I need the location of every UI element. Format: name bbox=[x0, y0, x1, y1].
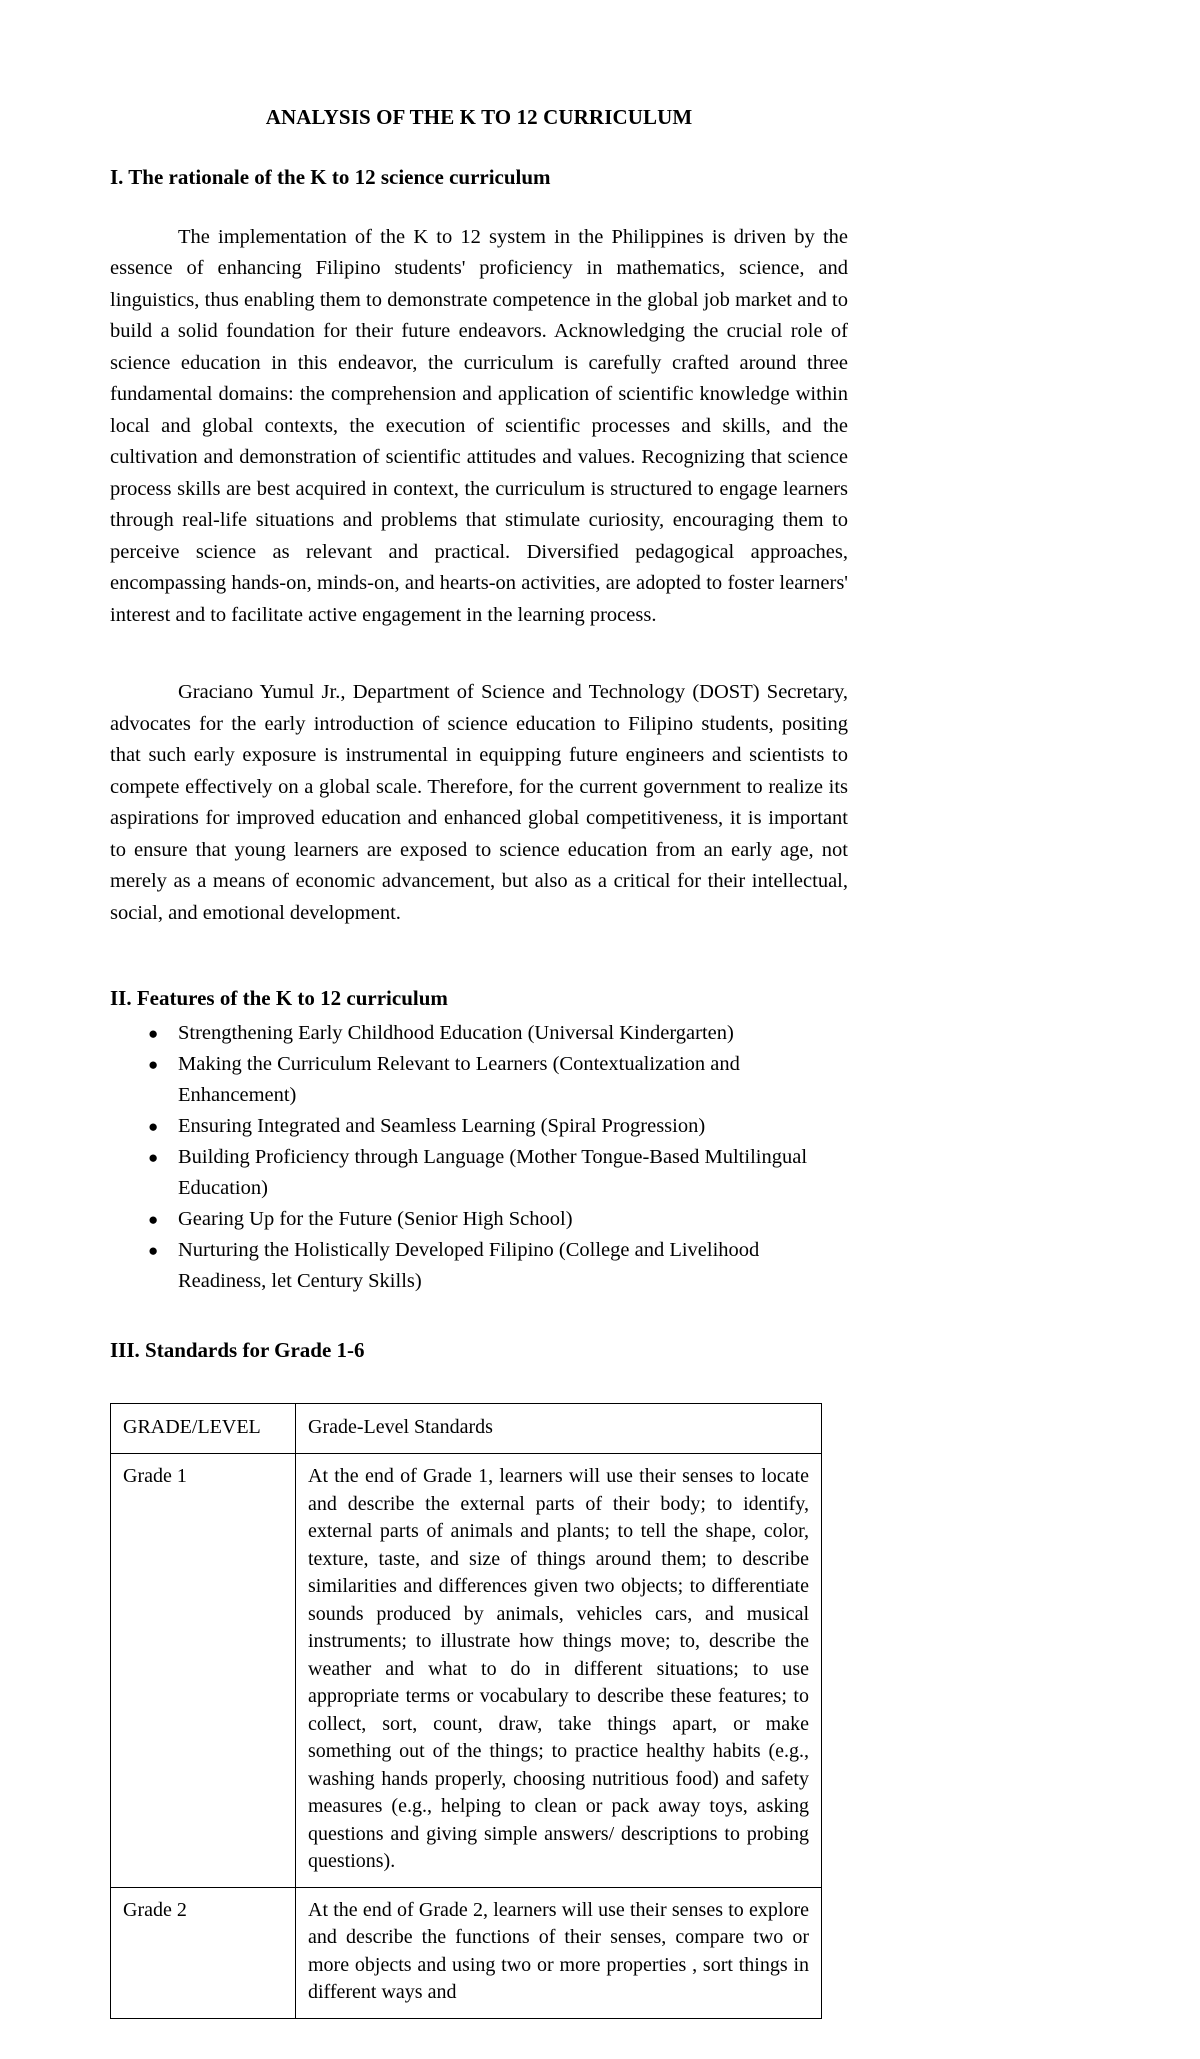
table-header-row bbox=[111, 1403, 822, 1454]
section-heading-standards: III. Standards for Grade 1-6 bbox=[110, 1338, 365, 1363]
section-spacer bbox=[110, 929, 848, 985]
grade-standards-table bbox=[110, 1403, 822, 2019]
bullet-icon: ● bbox=[148, 1148, 159, 1168]
table-row bbox=[111, 1454, 822, 1888]
bullet-icon: ● bbox=[148, 1241, 159, 1261]
bullet-icon: ● bbox=[148, 1117, 159, 1137]
table-header-grade-level: GRADE/LEVEL bbox=[111, 1403, 296, 1454]
paragraph-spacer bbox=[110, 653, 848, 677]
list-item bbox=[110, 1018, 848, 1049]
list-item bbox=[110, 1049, 848, 1111]
section-heading-features: II. Features of the K to 12 curriculum bbox=[110, 986, 448, 1011]
bullet-icon: ● bbox=[148, 1055, 159, 1075]
features-list bbox=[110, 1018, 848, 1297]
table-cell-grade: Grade 1 bbox=[111, 1454, 296, 1888]
document-title: ANALYSIS OF THE K TO 12 CURRICULUM bbox=[265, 105, 693, 129]
list-item bbox=[110, 1111, 848, 1142]
list-item-label: Building Proficiency through Language (Mother Tongue-Based Multilingual Education) bbox=[178, 1146, 808, 1200]
list-item-label: Gearing Up for the Future (Senior High School) bbox=[178, 1208, 573, 1231]
list-item-label: Making the Curriculum Relevant to Learners (Contextualization and Enhancement) bbox=[178, 1053, 740, 1107]
rationale-paragraph-1: The implementation of the K to 12 system in the Philippines is driven by the essence of enhancing Filipino students' proficiency in mathematics, science, and linguistics, thus enabling them to demonstrate competence in the global job market and to build a solid foundation for their future endeavors. Acknowledging the crucial role of science education in this endeavor, the curriculum is carefully crafted around three fundamental domains: the comprehension and application of scientific knowledge within local and global contexts, the execution of scientific processes and skills, and the cultivation and demonstration of scientific attitudes and values. Recognizing that science process skills are best acquired in context, the curriculum is structured to engage learners through real-life situations and problems that stimulate curiosity, encouraging them to perceive science as relevant and practical. Diversified pedagogical approaches, encompassing hands-on, minds-on, and hearts-on activities, are adopted to foster learners' interest and to facilitate active engagement in the learning process. bbox=[110, 225, 848, 626]
table-row bbox=[111, 1887, 822, 2018]
list-item bbox=[110, 1142, 848, 1204]
table-cell-grade: Grade 2 bbox=[111, 1887, 296, 2018]
table-cell-standard: At the end of Grade 1, learners will use their senses to locate and describe the external parts of their body; to identify, external parts of animals and plants; to tell the shape, color, texture, taste, and size of things around them; to describe similarities and differences given two objects; to differentiate sounds produced by animals, vehicles cars, and musical instruments; to illustrate how things move; to, describe the weather and what to do in different situations; to use appropriate terms or vocabulary to describe these features; to collect, sort, count, draw, take things apart, or make something out of the things; to practice healthy habits (e.g., washing hands properly, choosing nutritious food) and safety measures (e.g., helping to clean or pack away toys, asking questions and giving simple answers/ descriptions to probing questions). bbox=[296, 1454, 822, 1888]
bullet-icon: ● bbox=[148, 1210, 159, 1230]
list-item bbox=[110, 1235, 848, 1297]
list-item-label: Strengthening Early Childhood Education (Universal Kindergarten) bbox=[178, 1022, 734, 1045]
list-item-label: Ensuring Integrated and Seamless Learning (Spiral Progression) bbox=[178, 1115, 706, 1138]
table-cell-standard: At the end of Grade 2, learners will use their senses to explore and describe the functions of their senses, compare two or more objects and using two or more properties , sort things in different ways and bbox=[296, 1887, 822, 2018]
rationale-paragraph-2: Graciano Yumul Jr., Department of Science and Technology (DOST) Secretary, advocates for the early introduction of science education to Filipino students, positing that such early exposure is instrumental in equipping future engineers and scientists to compete effectively on a global scale. Therefore, for the current government to realize its aspirations for improved education and enhanced global competitiveness, it is important to ensure that young learners are exposed to science education from an early age, not merely as a means of economic advancement, but also as a critical for their intellectual, social, and emotional development. bbox=[110, 681, 848, 924]
list-item-label: Nurturing the Holistically Developed Filipino (College and Livelihood Readiness, let Century Skills) bbox=[178, 1239, 760, 1293]
section-heading-rationale: I. The rationale of the K to 12 science curriculum bbox=[110, 165, 551, 190]
list-item bbox=[110, 1204, 848, 1235]
table-header-standards: Grade-Level Standards bbox=[296, 1403, 822, 1454]
bullet-icon: ● bbox=[148, 1024, 159, 1044]
